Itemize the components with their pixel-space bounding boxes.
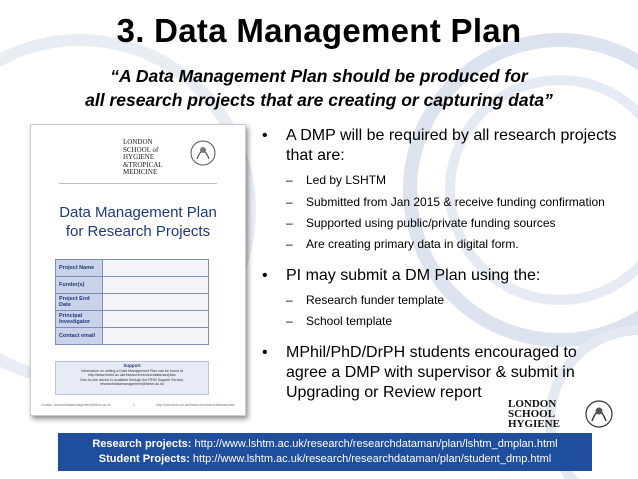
document-rule [59, 183, 217, 184]
document-logo-text: LONDON SCHOOL of HYGIENE &TROPICAL MEDICINE [123, 138, 163, 176]
table-row: Principal Investigator [56, 311, 209, 328]
table-row: Project End Date [56, 294, 209, 311]
document-title: Data Management Plan for Research Projects [59, 204, 217, 240]
student-projects-line: Student Projects: http://www.lshtm.ac.uk/research/researchdataman/plan/student_dmp.html [98, 453, 552, 465]
sub-bullet-item: – Submitted from Jan 2015 & receive funding confirmation [286, 195, 605, 209]
document-support-box: Support Information on writing a Data Management Plan can be found at http://www.lshtm.ac.uk/research/researchdataman/plan/ One-to-one advice is available through the RDM Support Service, researchdatamanagement@lshtm.ac.uk [55, 361, 209, 395]
bullet-item: • MPhil/PhD/DrPH students encouraged to agree a DMP with supervisor & submit in Upgrading or Review report [262, 344, 577, 401]
student-projects-link[interactable]: http://www.lshtm.ac.uk/research/researchdataman/plan/student_dmp.html [192, 453, 552, 465]
slide-quote [0, 64, 638, 112]
quote-line-2: all research projects that are creating or capturing data” [85, 90, 553, 110]
sub-bullet-item: – Led by LSHTM [286, 173, 387, 187]
document-fields-table [55, 259, 209, 345]
table-row: Project Name [56, 260, 209, 277]
logo-text: LONDON SCHOOL HYGIENE [508, 398, 560, 430]
sub-bullet-item: – Are creating primary data in digital form. [286, 237, 519, 251]
bullet-item: • A DMP will be required by all research projects that are: [262, 127, 617, 164]
sub-bullet-item: – School template [286, 314, 393, 328]
table-row: Funder(s) [56, 277, 209, 294]
links-footer [58, 433, 592, 471]
research-projects-line: Research projects: http://www.lshtm.ac.uk/research/researchdataman/plan/lshtm_dmplan.html [92, 438, 558, 450]
sub-bullet-item: – Research funder template [286, 293, 445, 307]
research-projects-link[interactable]: http://www.lshtm.ac.uk/research/researchdataman/plan/lshtm_dmplan.html [194, 438, 558, 450]
crest-icon [584, 399, 614, 429]
sub-bullet-item: – Supported using public/private funding sources [286, 216, 556, 230]
quote-line-1: “A Data Management Plan should be produced for [110, 66, 528, 86]
bullet-item: • PI may submit a DM Plan using the: [262, 267, 541, 284]
slide-title: 3. Data Management Plan [116, 12, 522, 49]
document-footer: Contact: researchdatamanagement@lshtm.ac.uk 1 http://www.lshtm.ac.uk/research/researchdataman/plan/ [41, 403, 235, 407]
lshtm-logo [508, 399, 628, 429]
bullet-list [262, 126, 622, 403]
table-row: Contact email [56, 328, 209, 345]
crest-icon [189, 139, 217, 167]
dmp-document-thumbnail [30, 124, 246, 416]
